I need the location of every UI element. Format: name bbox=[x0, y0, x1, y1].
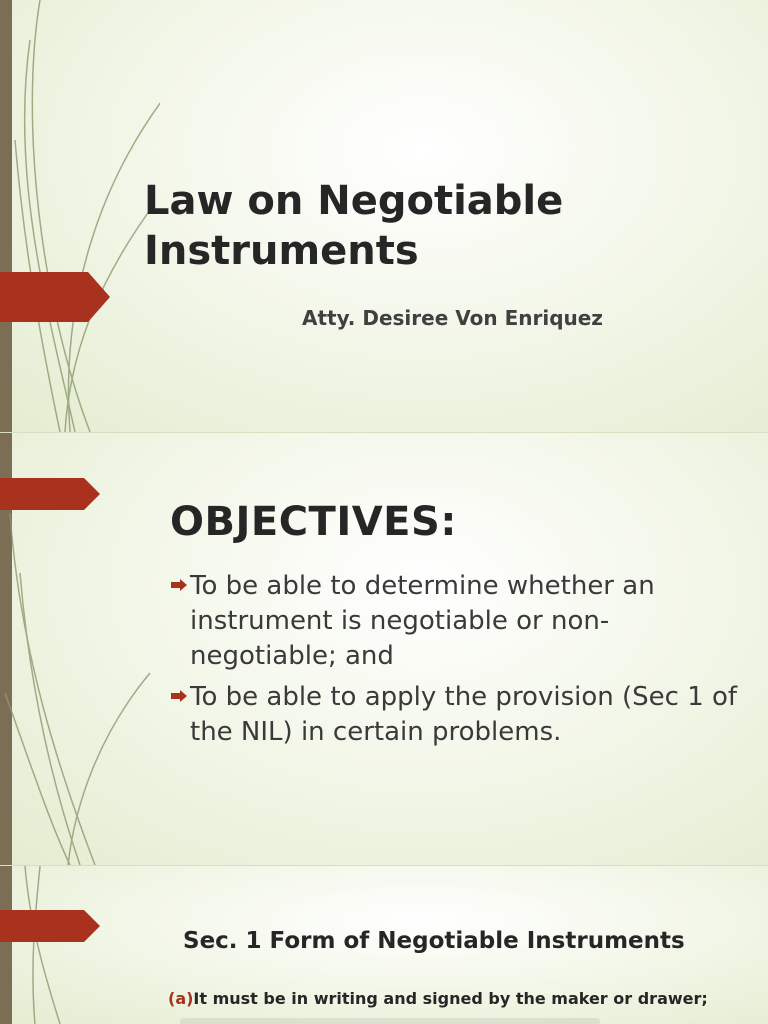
red-arrow-tab-icon bbox=[0, 478, 100, 510]
objective-text: To be able to apply the provision (Sec 1 of the NIL) in certain problems. bbox=[190, 682, 738, 747]
decorative-lines-icon bbox=[0, 866, 160, 1024]
pointing-hand-icon bbox=[170, 689, 188, 703]
objective-item bbox=[170, 680, 750, 750]
section-heading: Sec. 1 Form of Negotiable Instruments bbox=[183, 928, 685, 954]
objective-text: To be able to determine whether an instrument is negotiable or non-negotiable; and bbox=[190, 571, 655, 671]
slide-left-bar bbox=[0, 866, 12, 1024]
pointing-hand-icon bbox=[170, 578, 188, 592]
presentation-title: Law on Negotiable Instruments bbox=[144, 178, 564, 274]
provision-text: It must be in writing and signed by the maker or drawer; bbox=[193, 989, 708, 1008]
decorative-lines-icon bbox=[0, 0, 160, 432]
objectives-slide bbox=[0, 433, 768, 865]
red-arrow-tab-icon bbox=[0, 910, 100, 942]
objective-item bbox=[170, 569, 750, 674]
title-slide bbox=[0, 0, 768, 432]
presenter-name: Atty. Desiree Von Enriquez bbox=[302, 306, 603, 330]
slide-left-bar bbox=[0, 0, 12, 432]
section-one-slide bbox=[0, 866, 768, 1024]
objectives-list bbox=[170, 569, 750, 756]
objectives-heading: OBJECTIVES: bbox=[170, 499, 457, 545]
provision-item bbox=[168, 989, 708, 1008]
red-arrow-tab-icon bbox=[0, 272, 110, 322]
provision-marker: (a) bbox=[168, 989, 194, 1008]
cut-off-text-line bbox=[180, 1018, 600, 1024]
